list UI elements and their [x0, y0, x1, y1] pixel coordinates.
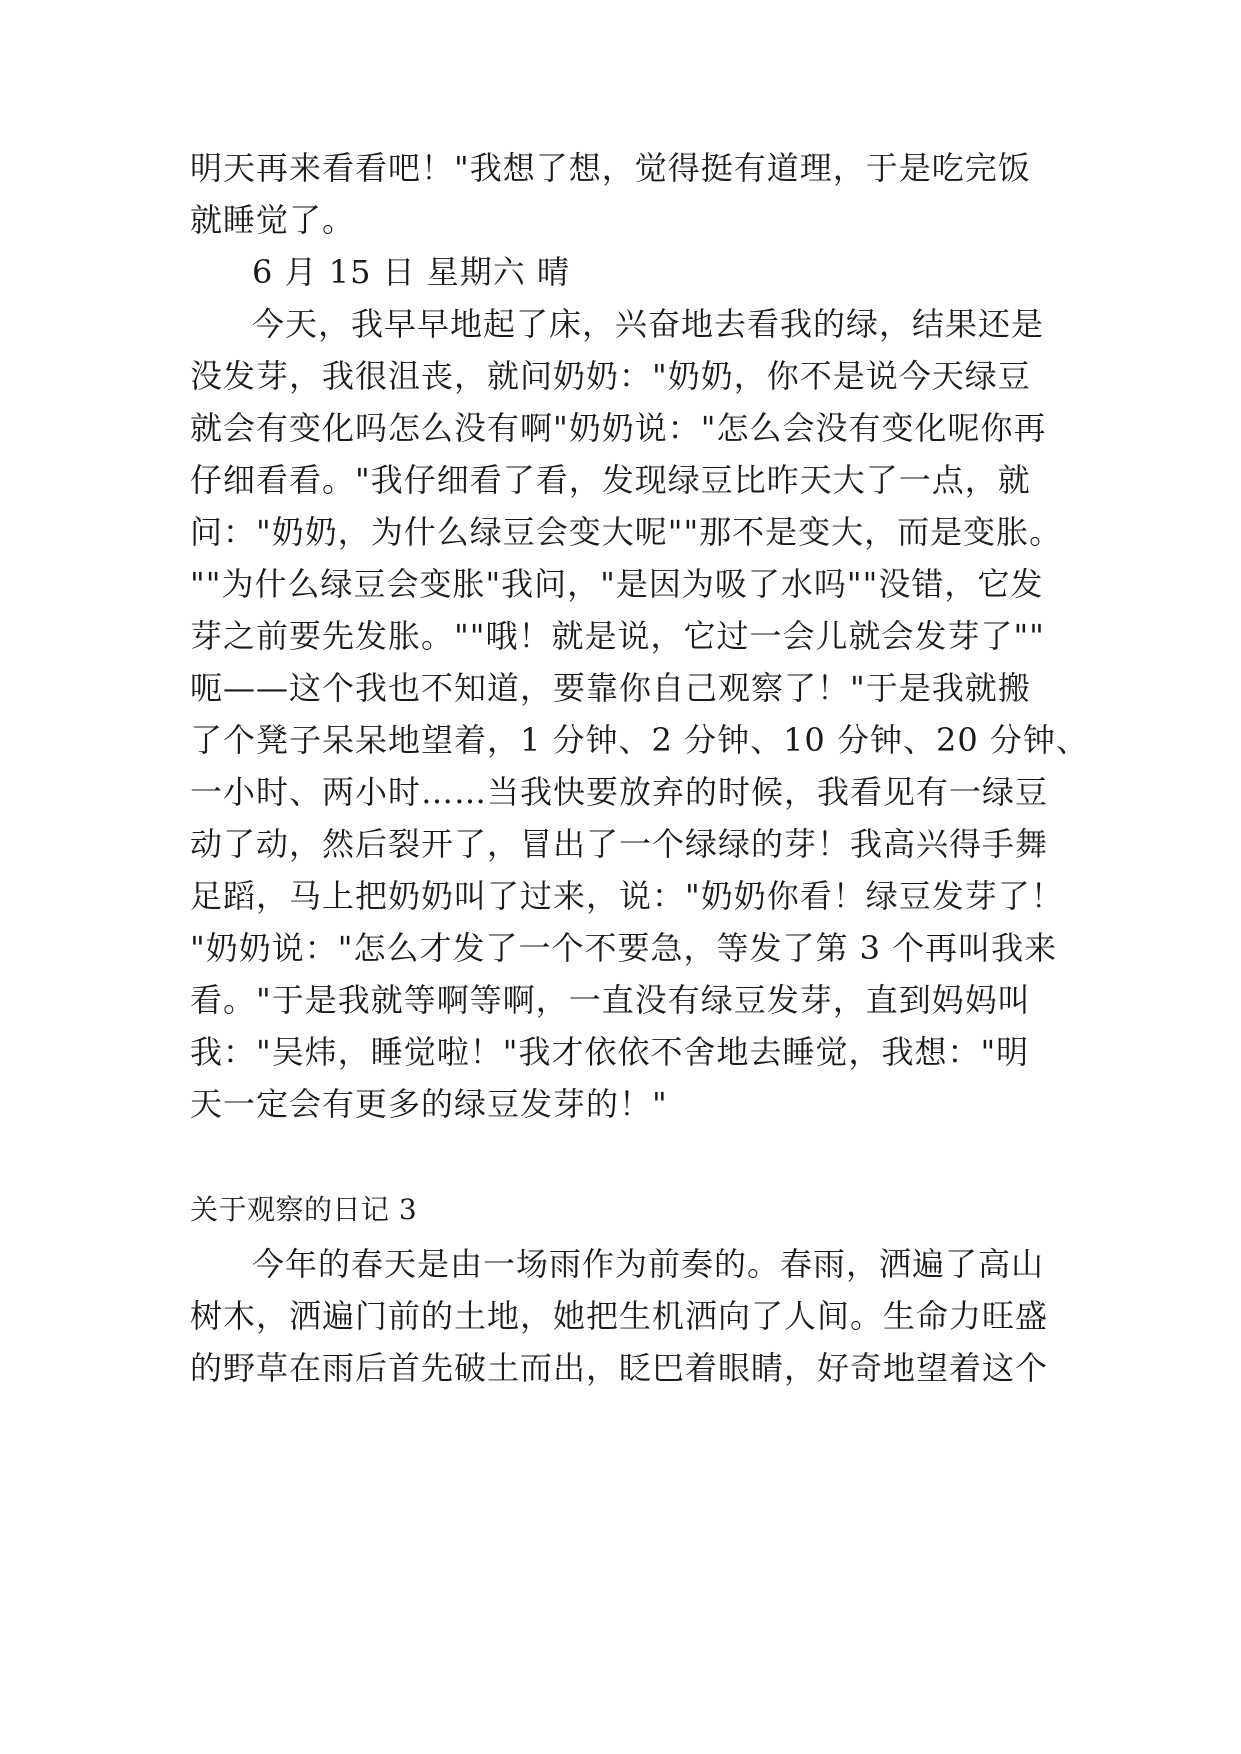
text-line: 就睡觉了。 [190, 201, 356, 239]
text-line: 足蹈，马上把奶奶叫了过来，说："奶奶你看！绿豆发芽了！ [190, 877, 1064, 915]
text-line: 仔细看看。"我仔细看了看，发现绿豆比昨天大了一点，就 [190, 461, 1031, 499]
text-line: 树木，洒遍门前的土地，她把生机洒向了人间。生命力旺盛 [190, 1297, 1049, 1335]
text-line: 芽之前要先发胀。""哦！就是说，它过一会儿就会发芽了"" [190, 617, 1045, 655]
text-line: "奶奶说："怎么才发了一个不要急，等发了第 3 个再叫我来 [190, 929, 1058, 967]
text-line: 一小时、两小时……当我快要放弃的时候，我看见有一绿豆 [190, 773, 1049, 811]
text-line: 天一定会有更多的绿豆发芽的！" [190, 1085, 668, 1123]
text-line: 今年的春天是由一场雨作为前奏的。春雨，洒遍了高山 [252, 1245, 1045, 1283]
text-line: 呃——这个我也不知道，要靠你自己观察了！"于是我就搬 [190, 669, 1031, 707]
text-line: 没发芽，我很沮丧，就问奶奶："奶奶，你不是说今天绿豆 [190, 357, 1031, 395]
text-line: 今天，我早早地起了床，兴奋地去看我的绿，结果还是 [252, 305, 1045, 343]
text-line: 看。"于是我就等啊等啊，一直没有绿豆发芽，直到妈妈叫 [190, 981, 1031, 1019]
section-heading: 关于观察的日记 3 [190, 1193, 418, 1226]
diary-date: 6 月 15 日 星期六 晴 [252, 253, 570, 291]
text-line: 就会有变化吗怎么没有啊"奶奶说："怎么会没有变化呢你再 [190, 409, 1047, 447]
text-line: 的野草在雨后首先破土而出，眨巴着眼睛，好奇地望着这个 [190, 1349, 1049, 1387]
text-line: 问："奶奶，为什么绿豆会变大呢""那不是变大，而是变胀。 [190, 513, 1063, 551]
text-line: 动了动，然后裂开了，冒出了一个绿绿的芽！我高兴得手舞 [190, 825, 1049, 863]
text-line: 我："吴炜，睡觉啦！"我才依依不舍地去睡觉，我想："明 [190, 1033, 1030, 1071]
text-line: ""为什么绿豆会变胀"我问，"是因为吸了水吗""没错，它发 [190, 565, 1044, 603]
text-line: 明天再来看看吧！"我想了想，觉得挺有道理，于是吃完饭 [190, 149, 1031, 187]
text-line: 了个凳子呆呆地望着，1 分钟、2 分钟、10 分钟、20 分钟、 [190, 721, 1089, 759]
